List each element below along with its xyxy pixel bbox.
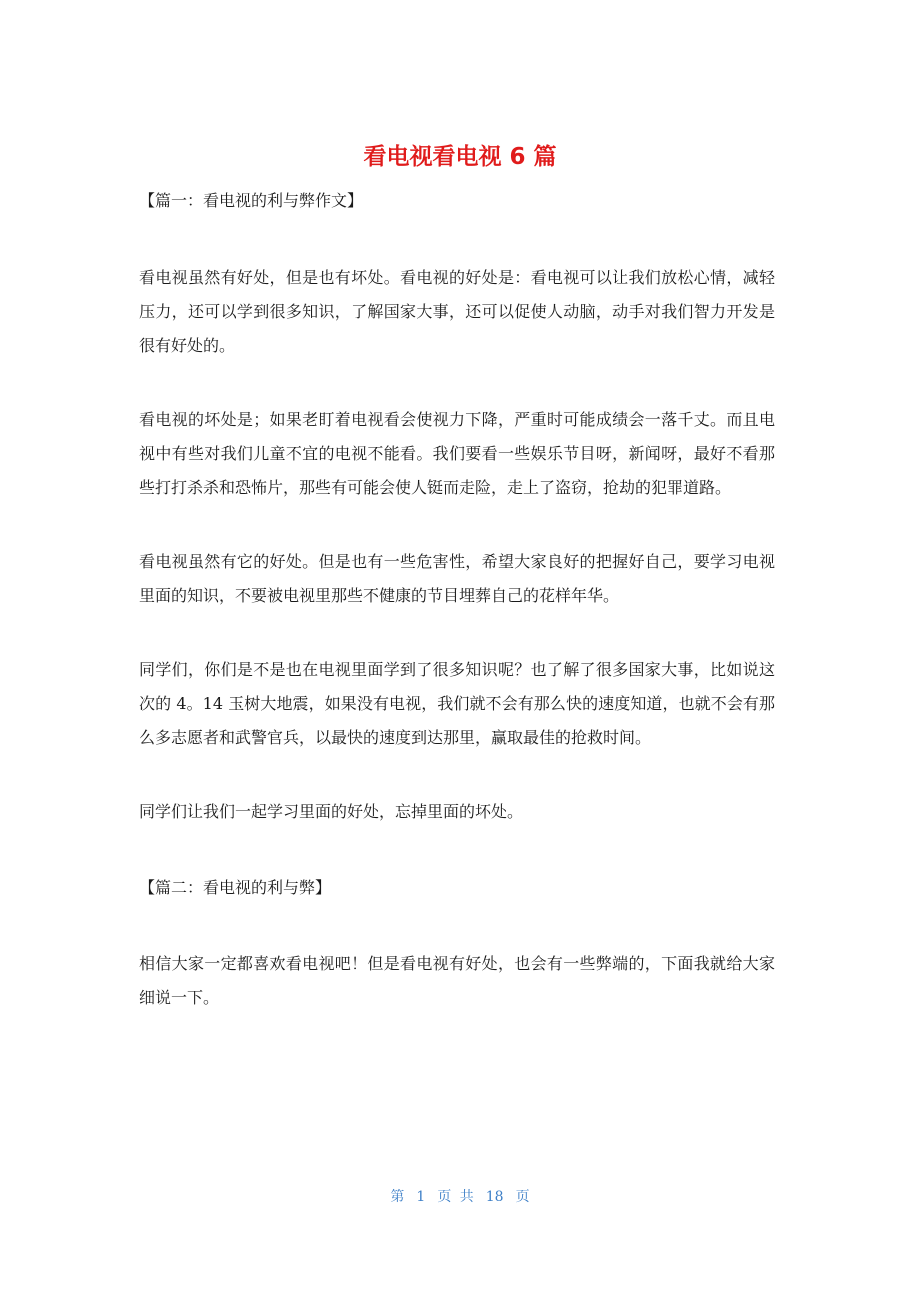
- page-footer: [0, 1186, 920, 1208]
- paragraph: 看电视虽然有它的好处。但是也有一些危害性，希望大家良好的把握好自己，要学习电视里面的知识，不要被电视里那些不健康的节目埋葬自己的花样年华。: [139, 552, 775, 605]
- section-heading-2: 【篇二：看电视的利与弊】: [139, 878, 332, 897]
- paragraph: 看电视虽然有好处，但是也有坏处。看电视的好处是：看电视可以让我们放松心情，减轻压力，还可以学到很多知识，了解国家大事，还可以促使人动脑，动手对我们智力开发是很有好处的。: [139, 268, 775, 355]
- footer-middle: 页 共: [437, 1189, 474, 1205]
- document-title: 看电视看电视 6 篇: [363, 144, 557, 170]
- footer-total-pages: 18: [485, 1189, 504, 1205]
- footer-suffix: 页: [515, 1189, 530, 1205]
- footer-prefix: 第: [390, 1189, 405, 1205]
- paragraph: 同学们，你们是不是也在电视里面学到了很多知识呢？也了解了很多国家大事，比如说这次的 4。14 玉树大地震，如果没有电视，我们就不会有那么快的速度知道，也就不会有那么多志愿者和武警官兵，以最快的速度到达那里，赢取最佳的抢救时间。: [139, 660, 775, 747]
- paragraph: 同学们让我们一起学习里面的好处，忘掉里面的坏处。: [139, 802, 524, 821]
- paragraph: 看电视的坏处是；如果老盯着电视看会使视力下降，严重时可能成绩会一落千丈。而且电视中有些对我们儿童不宜的电视不能看。我们要看一些娱乐节目呀，新闻呀，最好不看那些打打杀杀和恐怖片，那些有可能会使人铤而走险，走上了盗窃，抢劫的犯罪道路。: [139, 410, 775, 497]
- document-body: [139, 186, 775, 1015]
- section-heading-1: 【篇一：看电视的利与弊作文】: [139, 191, 364, 210]
- paragraph: 相信大家一定都喜欢看电视吧！但是看电视有好处，也会有一些弊端的，下面我就给大家细说一下。: [139, 954, 775, 1007]
- footer-current-page: 1: [416, 1189, 426, 1205]
